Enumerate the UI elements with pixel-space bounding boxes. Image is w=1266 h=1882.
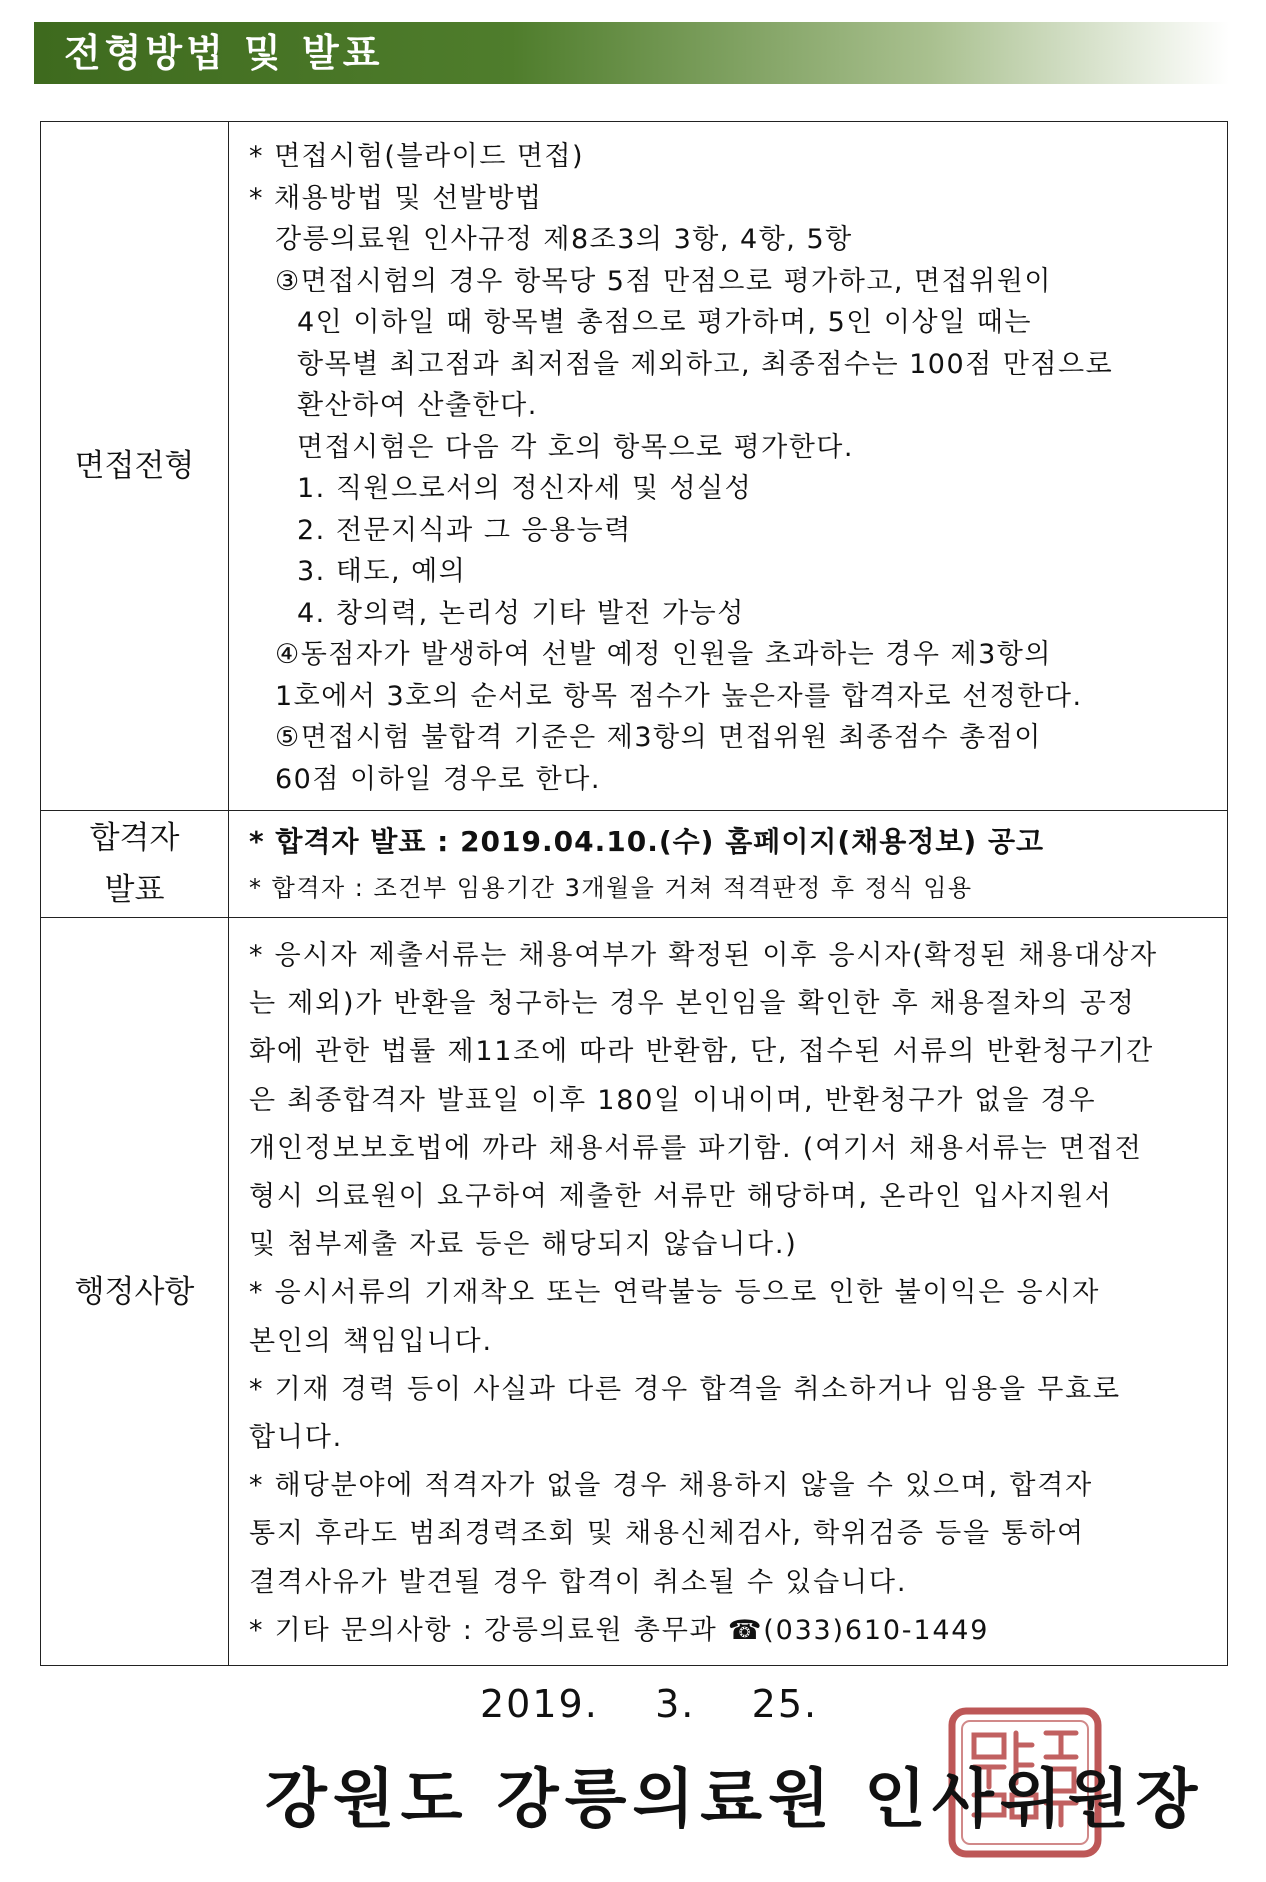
interview-line: 환산하여 산출한다. <box>297 390 538 421</box>
admin-line: * 응시자 제출서류는 채용여부가 확정된 이후 응시자(확정된 채용대상자 <box>249 940 1158 971</box>
announcement-date-line: * 합격자 발표 : 2019.04.10.(수) 홈페이지(채용정보) 공고 <box>249 825 1045 858</box>
admin-line: 화에 관한 법률 제11조에 따라 반환함, 단, 접수된 서류의 반환청구기간 <box>249 1036 1154 1068</box>
interview-line: 항목별 최고점과 최저점을 제외하고, 최종점수는 100점 만점으로 <box>297 348 1114 380</box>
admin-line: 및 첨부제출 자료 등은 해당되지 않습니다.) <box>249 1229 798 1261</box>
admin-line: 는 제외)가 반환을 청구하는 경우 본인임을 확인한 후 채용절차의 공정 <box>249 988 1136 1020</box>
admin-line: 개인정보보호법에 까라 채용서류를 파기함. (여기서 채용서류는 면접전 <box>249 1132 1143 1164</box>
announcement-note-line: * 합격자 : 조건부 임용기간 3개월을 거쳐 적격판정 후 정식 임용 <box>249 874 973 902</box>
admin-line: 합니다. <box>249 1422 344 1454</box>
interview-line: ③면접시험의 경우 항목당 5점 만점으로 평가하고, 면접위원이 <box>275 265 1052 297</box>
interview-line: 강릉의료원 인사규정 제8조3의 3항, 4항, 5항 <box>275 224 853 255</box>
interview-line: 1호에서 3호의 순서로 항목 점수가 높은자를 합격자로 선정한다. <box>275 680 1083 712</box>
interview-label: 면접전형 <box>41 122 229 811</box>
interview-line: 4. 창의력, 논리성 기타 발전 가능성 <box>297 597 745 629</box>
interview-line: 4인 이하일 때 항목별 총점으로 평가하며, 5인 이상일 때는 <box>297 307 1032 338</box>
interview-line: 2. 전문지식과 그 응용능력 <box>297 514 632 546</box>
interview-line: * 채용방법 및 선발방법 <box>249 182 543 214</box>
admin-line: * 해당분야에 적격자가 없을 경우 채용하지 않을 수 있으며, 합격자 <box>249 1470 1094 1502</box>
interview-line: ⑤면접시험 불합격 기준은 제3항의 면접위원 최종점수 총점이 <box>275 722 1042 753</box>
interview-line: 60점 이하일 경우로 한다. <box>275 763 601 795</box>
interview-content <box>229 122 1228 811</box>
announcement-content <box>229 811 1228 918</box>
section-header <box>34 22 1229 84</box>
recruitment-info-table <box>40 121 1228 1666</box>
admin-line: 형시 의료원이 요구하여 제출한 서류만 해당하며, 온라인 입사지원서 <box>249 1181 1113 1213</box>
announcement-label-line1: 합격자 <box>89 820 180 856</box>
interview-line: ④동점자가 발생하여 선발 예정 인원을 초과하는 경우 제3항의 <box>275 639 1052 670</box>
admin-line: 결격사유가 발견될 경우 합격이 취소될 수 있습니다. <box>249 1566 908 1598</box>
admin-line: * 응시서류의 기재착오 또는 연락불능 등으로 인한 불이익은 응시자 <box>249 1277 1101 1309</box>
interview-line: * 면접시험(블라이드 면접) <box>249 141 585 172</box>
interview-line: 면접시험은 다음 각 호의 항목으로 평가한다. <box>297 431 854 463</box>
issuer-signature: 강원도 강릉의료원 인사위원장 <box>265 1763 1204 1837</box>
interview-row <box>41 122 1228 811</box>
interview-line: 1. 직원으로서의 정신자세 및 성실성 <box>297 473 753 504</box>
admin-line: * 기타 문의사항 : 강릉의료원 총무과 ☎(033)610-1449 <box>249 1614 990 1646</box>
announcement-row <box>41 811 1228 918</box>
interview-line: 3. 태도, 예의 <box>297 556 467 587</box>
announcement-label <box>41 811 229 918</box>
admin-row <box>41 918 1228 1666</box>
document-date: 2019. 3. 25. <box>480 1682 819 1726</box>
announcement-label-line2: 발표 <box>104 872 165 908</box>
section-title: 전형방법 및 발표 <box>64 31 384 75</box>
admin-line: 본인의 책임입니다. <box>249 1325 493 1357</box>
admin-line: 통지 후라도 범죄경력조회 및 채용신체검사, 학위검증 등을 통하여 <box>249 1518 1085 1550</box>
admin-line: 은 최종합격자 발표일 이후 180일 이내이며, 반환청구가 없을 경우 <box>249 1084 1097 1116</box>
admin-content <box>229 918 1228 1666</box>
admin-line: * 기재 경력 등이 사실과 다른 경우 합격을 취소하거나 임용을 무효로 <box>249 1373 1121 1405</box>
admin-label: 행정사항 <box>41 918 229 1666</box>
